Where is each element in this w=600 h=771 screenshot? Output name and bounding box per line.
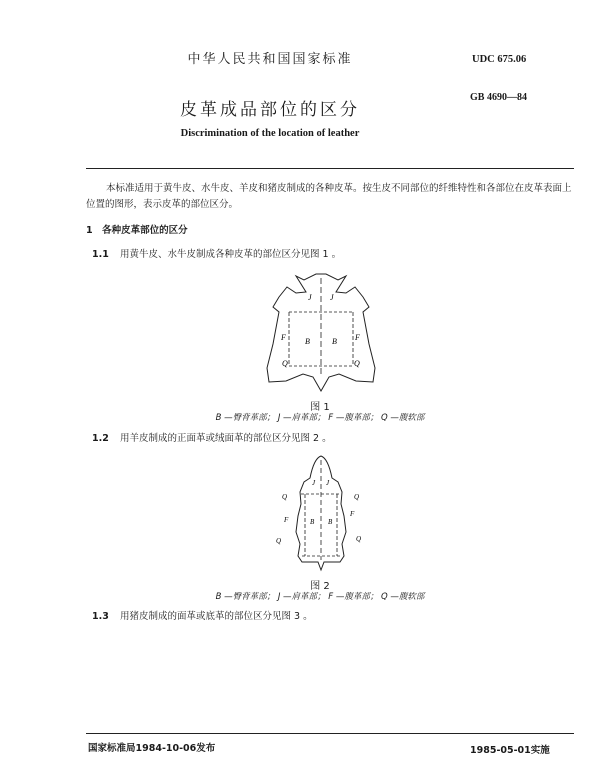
clause-1-3 xyxy=(92,608,313,622)
label-q-top-left: Q xyxy=(282,493,288,501)
clause-text: 用黄牛皮、水牛皮制成各种皮革的部位区分见图 1 。 xyxy=(120,249,342,260)
label-b-right: B xyxy=(332,337,337,346)
effective-date: 1985-05-01实施 xyxy=(470,745,550,756)
issued-date: 国家标准局1984-10-06发布 xyxy=(88,743,216,754)
label-b-left: B xyxy=(310,518,315,526)
figure-2-sheep-skin xyxy=(274,452,368,576)
label-q-bottom-right: Q xyxy=(356,535,362,543)
header-divider xyxy=(86,168,574,169)
label-q-bottom-left: Q xyxy=(276,537,282,545)
gb-code: GB 4690—84 xyxy=(470,92,527,103)
standard-title: 中华人民共和国国家标准 xyxy=(187,52,353,67)
figure-2-legend: B —臀背革部； J —肩革部； F —腹革部； Q —腹软部 xyxy=(215,592,425,602)
clause-number: 1.3 xyxy=(92,611,109,622)
label-f-right: F xyxy=(350,510,355,518)
label-f-left: F xyxy=(284,516,289,524)
label-f-left: F xyxy=(281,333,286,342)
label-f-right: F xyxy=(355,333,360,342)
figure-1-cattle-hide xyxy=(262,268,380,396)
label-j-left: J xyxy=(308,293,312,302)
label-j-right: J xyxy=(326,479,330,487)
clause-1-2 xyxy=(92,430,332,444)
clause-number: 1.1 xyxy=(92,249,109,260)
udc-code: UDC 675.06 xyxy=(472,54,527,65)
clause-1-1 xyxy=(92,246,341,260)
clause-text: 用猪皮制成的面革或底革的部位区分见图 3 。 xyxy=(120,611,313,622)
section-1-title: 1 各种皮革部位的区分 xyxy=(86,225,188,236)
figure-1-caption: 图 1 xyxy=(310,402,330,413)
clause-number: 1.2 xyxy=(92,433,109,444)
footer-divider xyxy=(86,733,574,734)
intro-paragraph: 本标准适用于黄牛皮、水牛皮、羊皮和猪皮制成的各种皮革。按生皮不同部位的纤维特性和各部位在皮革表面上位置的图形，表示皮革的部位区分。 xyxy=(86,183,572,210)
figure-2-caption: 图 2 xyxy=(310,581,330,592)
label-q-top-right: Q xyxy=(354,493,360,501)
label-q-left: Q xyxy=(282,359,288,368)
label-j-left: J xyxy=(312,479,316,487)
clause-text: 用羊皮制成的正面革或绒面革的部位区分见图 2 。 xyxy=(120,433,332,444)
label-b-right: B xyxy=(328,518,333,526)
figure-1-legend: B —臀背革部； J —肩革部； F —腹革部； Q —腹软部 xyxy=(215,413,425,423)
label-q-right: Q xyxy=(354,359,360,368)
document-title-english: Discrimination of the location of leather xyxy=(180,128,360,139)
label-j-right: J xyxy=(330,293,334,302)
label-b-left: B xyxy=(305,337,310,346)
document-title: 皮革成品部位的区分 xyxy=(180,100,360,120)
